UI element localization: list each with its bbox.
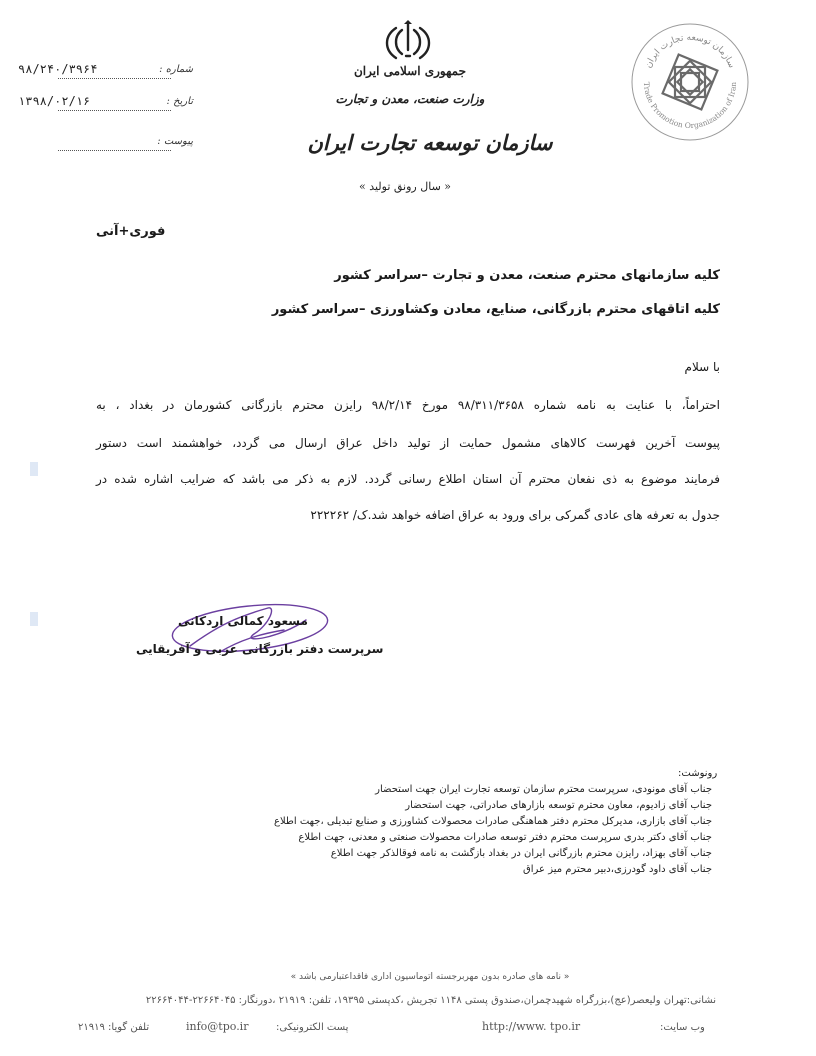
- letter-number-label: شماره :: [159, 64, 193, 75]
- letter-attachment-dotted-line: [58, 150, 171, 151]
- svg-text:Trade Promotion Organization o: Trade Promotion Organization of Iran: [641, 81, 739, 131]
- cc-item: جناب آقای دکتر بدری سرپرست محترم دفتر توسعه صادرات محصولات صنعتی و معدنی، جهت اطلاع: [298, 832, 712, 843]
- letter-attachment-label: پیوست :: [157, 136, 193, 147]
- footer-email-link[interactable]: info@tpo.ir: [186, 1020, 249, 1033]
- letter-date-label: تاریخ :: [166, 96, 193, 107]
- cc-item: جناب آقای داود گودرزی،دبیر محترم میز عراق: [523, 864, 712, 875]
- body-line-4: جدول به تعرفه های عادی گمرکی برای ورود به عراق اضافه خواهد شد.ک/ ۲۲۲۲۶۲: [310, 508, 720, 522]
- signatory-name: مسعود کمالی اردکانی: [178, 614, 308, 628]
- greeting: با سلام: [684, 360, 720, 374]
- footer-email-label: پست الکترونیکی:: [276, 1022, 349, 1033]
- footer-phone: تلفن گویا: ۲۱۹۱۹: [78, 1022, 150, 1033]
- footer-website-link[interactable]: http://www. tpo.ir: [482, 1020, 581, 1033]
- cc-item: جناب آقای مونودی، سرپرست محترم سازمان توسعه تجارت ایران جهت استحضار: [375, 784, 712, 795]
- letter-date-value: ۱۳۹۸/۰۲/۱۶: [18, 94, 91, 108]
- urgency-note: فوری+آنی: [96, 224, 166, 239]
- margin-mark: [30, 462, 38, 476]
- iran-emblem-icon: [380, 20, 436, 64]
- recipient-line-1: کلیه سازمانهای محترم صنعت، معدن و تجارت –سراسر کشور: [334, 268, 720, 283]
- signatory-title: سرپرست دفتر بازرگانی عربی و آفریقایی: [136, 642, 384, 656]
- letter-number-value: ۹۸/۲۴۰/۳۹۶۴: [18, 62, 98, 76]
- cc-item: جناب آقای بهزاد، رایزن محترم بازرگانی ایران در بغداد بازگشت به نامه فوقالذکر جهت اطلاع: [330, 848, 712, 859]
- margin-mark: [30, 612, 38, 626]
- footer-website-label: وب سایت:: [660, 1022, 705, 1033]
- body-line-3: فرمایند موضوع به ذی نفعان محترم آن استان اطلاع رسانی گردد. لازم به ذکر می باشد که ضرایب اشاره شده در: [96, 472, 720, 486]
- cc-item: جناب آقای زادیوم، معاون محترم توسعه بازارهای صادراتی، جهت استحضار: [405, 800, 712, 811]
- signature-scribble: [150, 594, 330, 674]
- cc-item: جناب آقای بازاری، مدیرکل محترم دفتر هماهنگی صادرات محصولات کشاورزی و صنایع تبدیلی ،جهت اطلاع: [273, 816, 712, 827]
- letter-number-row: [18, 64, 193, 82]
- letter-date-row: [18, 96, 193, 114]
- cc-label: رونوشت:: [678, 768, 718, 779]
- svg-text:سازمان توسعه تجارت ایران: سازمان توسعه تجارت ایران: [643, 32, 737, 70]
- footer-address: نشانی:تهران ولیعصر(عج)،بزرگراه شهیدچمران،صندوق پستی ۱۱۴۸ تجریش ،کدپستی ۱۹۳۹۵، تلفن: ۲۱۹۱۹ ،دورنگار: ۲۲۶۶۴۰۴۵-۲۲۶۶۴۰۴۴: [145, 995, 716, 1006]
- gov-title: جمهوری اسلامی ایران: [353, 64, 467, 78]
- body-line-2: پیوست آخرین فهرست کالاهای مشمول حمایت از تولید داخل عراق ارسال می گردد، خواهشمند است دستور: [96, 436, 720, 450]
- letter-attachment-row: [18, 136, 193, 154]
- tpo-logo-icon: [628, 20, 752, 144]
- footer-validity-note: « نامه های صادره بدون مهربرجسته اتوماسیون اداری فاقداعتبارمی باشد »: [290, 972, 570, 982]
- body-line-1: احتراماً، با عنایت به نامه شماره ۹۸/۳۱۱/۳۶۵۸ مورخ ۹۸/۲/۱۴ رایزن محترم بازرگانی کشورمان در بغداد ، به: [96, 398, 721, 412]
- recipient-line-2: کلیه اتاقهای محترم بازرگانی، صنایع، معادن وکشاورزی –سراسر کشور: [271, 302, 720, 317]
- year-slogan: « سال رونق تولید »: [358, 180, 452, 193]
- letter-date-dotted-line: [58, 110, 171, 111]
- organization-title: سازمان توسعه تجارت ایران: [307, 130, 553, 155]
- letter-number-dotted-line: [58, 78, 171, 79]
- ministry-title: وزارت صنعت، معدن و تجارت: [335, 92, 485, 106]
